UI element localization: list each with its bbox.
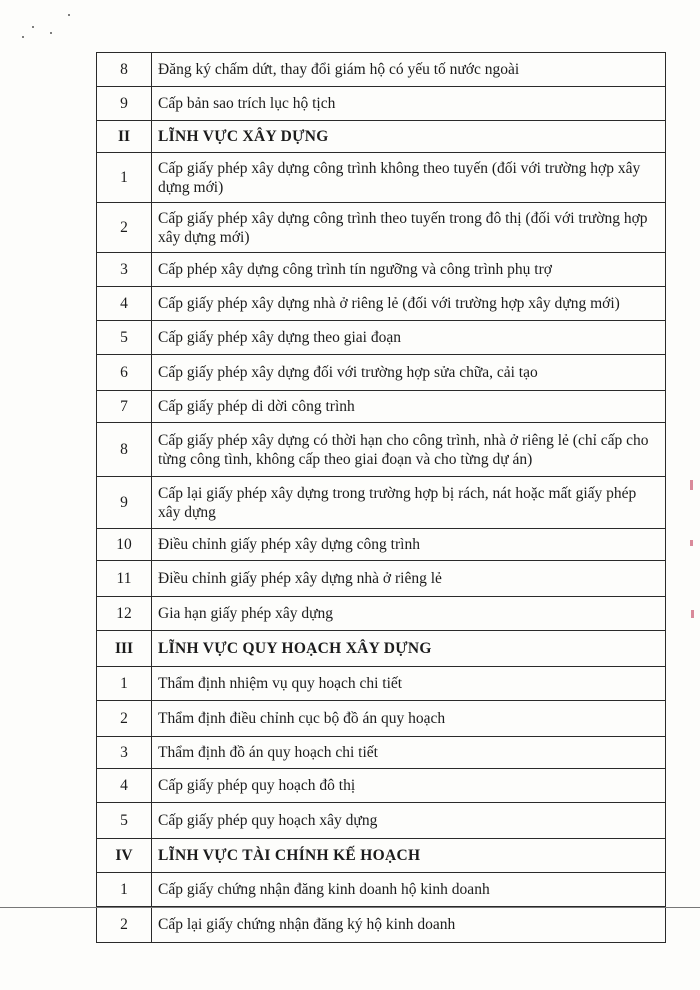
table-row <box>97 253 666 287</box>
row-number: IV <box>97 839 152 873</box>
procedure-name: Thẩm định nhiệm vụ quy hoạch chi tiết <box>152 667 666 701</box>
row-number: 9 <box>97 87 152 121</box>
row-number: 3 <box>97 253 152 287</box>
procedure-name: Cấp giấy phép xây dựng công trình theo tuyến trong đô thị (đối với trường hợp xây dựng mới) <box>152 203 666 253</box>
procedure-name: Thẩm định điều chỉnh cục bộ đồ án quy hoạch <box>152 701 666 737</box>
section-row <box>97 631 666 667</box>
row-number: 4 <box>97 287 152 321</box>
row-number: 2 <box>97 203 152 253</box>
procedure-name: Điều chỉnh giấy phép xây dựng công trình <box>152 529 666 561</box>
row-number: 12 <box>97 597 152 631</box>
table-row <box>97 321 666 355</box>
table-row <box>97 561 666 597</box>
procedure-name: Điều chỉnh giấy phép xây dựng nhà ở riêng lẻ <box>152 561 666 597</box>
procedure-name: Cấp giấy phép xây dựng đối với trường hợp sửa chữa, cải tạo <box>152 355 666 391</box>
table-row <box>97 803 666 839</box>
table-row <box>97 701 666 737</box>
row-number: 3 <box>97 737 152 769</box>
scan-fold-line <box>0 907 700 908</box>
edge-mark <box>690 540 693 546</box>
procedure-name: Đăng ký chấm dứt, thay đổi giám hộ có yếu tố nước ngoài <box>152 53 666 87</box>
edge-mark <box>690 480 693 490</box>
table-row <box>97 391 666 423</box>
procedure-name: Cấp giấy phép xây dựng có thời hạn cho công trình, nhà ở riêng lẻ (chỉ cấp cho từng công tình, không cấp theo giai đoạn và cho từng dự án) <box>152 423 666 477</box>
table-row <box>97 53 666 87</box>
row-number: 6 <box>97 355 152 391</box>
procedure-name: Thẩm định đồ án quy hoạch chi tiết <box>152 737 666 769</box>
procedure-name: Cấp phép xây dựng công trình tín ngưỡng và công trình phụ trợ <box>152 253 666 287</box>
procedure-name: Cấp giấy phép xây dựng công trình không theo tuyến (đối với trường hợp xây dựng mới) <box>152 153 666 203</box>
table-row <box>97 667 666 701</box>
row-number: 2 <box>97 701 152 737</box>
scan-specks <box>20 12 80 42</box>
procedure-name: Gia hạn giấy phép xây dựng <box>152 597 666 631</box>
section-row <box>97 121 666 153</box>
table-row <box>97 153 666 203</box>
row-number: 1 <box>97 153 152 203</box>
procedure-name: Cấp lại giấy phép xây dựng trong trường hợp bị rách, nát hoặc mất giấy phép xây dựng <box>152 477 666 529</box>
table-row <box>97 769 666 803</box>
procedure-name: Cấp giấy phép quy hoạch đô thị <box>152 769 666 803</box>
row-number: 8 <box>97 53 152 87</box>
row-number: 1 <box>97 667 152 701</box>
table-row <box>97 737 666 769</box>
table-row <box>97 287 666 321</box>
section-title: LĨNH VỰC XÂY DỰNG <box>152 121 666 153</box>
section-title: LĨNH VỰC QUY HOẠCH XÂY DỰNG <box>152 631 666 667</box>
procedure-name: Cấp giấy phép di dời công trình <box>152 391 666 423</box>
procedure-name: Cấp giấy phép xây dựng theo giai đoạn <box>152 321 666 355</box>
row-number: 10 <box>97 529 152 561</box>
procedure-table-body <box>97 53 666 943</box>
section-row <box>97 839 666 873</box>
procedure-name: Cấp bản sao trích lục hộ tịch <box>152 87 666 121</box>
procedure-name: Cấp giấy chứng nhận đăng kinh doanh hộ kinh doanh <box>152 873 666 907</box>
table-row <box>97 477 666 529</box>
row-number: 7 <box>97 391 152 423</box>
row-number: 4 <box>97 769 152 803</box>
row-number: 9 <box>97 477 152 529</box>
section-title: LĨNH VỰC TÀI CHÍNH KẾ HOẠCH <box>152 839 666 873</box>
table-row <box>97 355 666 391</box>
table-row <box>97 87 666 121</box>
row-number: 5 <box>97 321 152 355</box>
table-row <box>97 203 666 253</box>
table-row <box>97 873 666 907</box>
row-number: 8 <box>97 423 152 477</box>
procedure-name: Cấp lại giấy chứng nhận đăng ký hộ kinh doanh <box>152 907 666 943</box>
table-row <box>97 597 666 631</box>
procedure-table <box>96 52 666 943</box>
procedure-name: Cấp giấy phép xây dựng nhà ở riêng lẻ (đối với trường hợp xây dựng mới) <box>152 287 666 321</box>
table-row <box>97 907 666 943</box>
row-number: II <box>97 121 152 153</box>
edge-mark <box>691 610 694 618</box>
table-row <box>97 529 666 561</box>
row-number: 2 <box>97 907 152 943</box>
procedure-name: Cấp giấy phép quy hoạch xây dựng <box>152 803 666 839</box>
row-number: 5 <box>97 803 152 839</box>
row-number: 1 <box>97 873 152 907</box>
row-number: III <box>97 631 152 667</box>
table-row <box>97 423 666 477</box>
row-number: 11 <box>97 561 152 597</box>
